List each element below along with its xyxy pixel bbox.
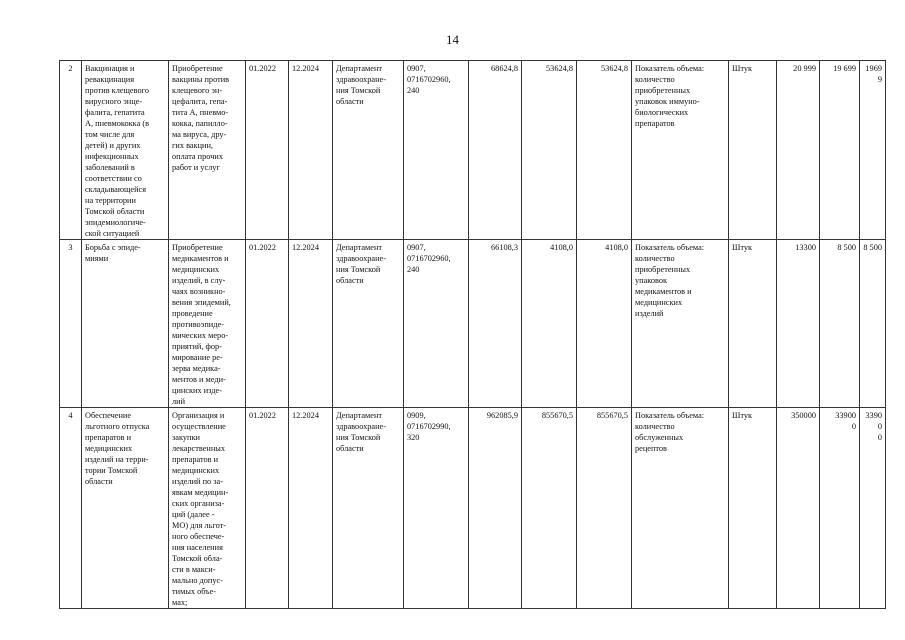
unit: Штук [729,240,777,408]
measure-activity: Приобретение вакцины против клещевого эн- цефалита, гепа- тита А, пневмо- кокка, папилло- ма вируса, дру- гих вакцин, оплата прочих работ и услуг [169,61,246,240]
sum-3: 4108,0 [577,240,632,408]
value-2: 19 699 [820,61,860,240]
sum-2: 855670,5 [522,408,577,609]
end-date: 12.2024 [289,61,333,240]
unit: Штук [729,61,777,240]
end-date: 12.2024 [289,408,333,609]
value-1: 20 999 [777,61,820,240]
page-number: 14 [446,32,459,47]
measure-activity: Организация и осуществление закупки лекарственных препаратов и медицинских изделий по за- явкам медицин- ских организа- ций (далее - МО) для льгот- ного обеспече- ния населения Томской обла- сти в макси- мально допус- тимых объе- мах; [169,408,246,609]
row-number: 4 [60,408,82,609]
sum-1: 68624,8 [469,61,522,240]
row-number: 3 [60,240,82,408]
indicator: Показатель объема: количество обслуженных рецептов [632,408,729,609]
value-2: 33900 0 [820,408,860,609]
measure-activity: Приобретение медикаментов и медицинских изделий, в слу- чаях возникно- вения эпидемий, проведение противоэпиде- мических меро- приятий, фор- мирование ре- зерва медика- ментов и меди- цинских изде- лий [169,240,246,408]
program-table [59,60,886,609]
end-date: 12.2024 [289,240,333,408]
value-1: 350000 [777,408,820,609]
value-3: 19699 [860,61,886,240]
table-row [60,408,886,609]
row-number: 2 [60,61,82,240]
measure-name: Вакцинация и ревакцинация против клещевого вирусного энце- фалита, гепатита А, пневмококка (в том числе для детей) и других инфекционных заболеваний в соответствии со складывающейся на территории Томской области эпидемиологиче- ской ситуацией [82,61,169,240]
executor: Департамент здравоохране- ния Томской области [333,240,404,408]
unit: Штук [729,408,777,609]
executor: Департамент здравоохране- ния Томской области [333,61,404,240]
budget-code: 0907, 0716702960, 240 [404,61,469,240]
start-date: 01.2022 [246,61,289,240]
measure-name: Обеспечение льготного отпуска препаратов и медицинских изделий на терри- тории Томской области [82,408,169,609]
value-3: 33900 0 [860,408,886,609]
value-1: 13300 [777,240,820,408]
measure-name: Борьба с эпиде- миями [82,240,169,408]
sum-1: 66108,3 [469,240,522,408]
sum-1: 962085,9 [469,408,522,609]
table-row [60,240,886,408]
budget-code: 0907, 0716702960, 240 [404,240,469,408]
start-date: 01.2022 [246,240,289,408]
executor: Департамент здравоохране- ния Томской области [333,408,404,609]
sum-3: 53624,8 [577,61,632,240]
indicator: Показатель объема: количество приобретенных упаковок медикаментов и медицинских изделий [632,240,729,408]
value-3: 8 500 [860,240,886,408]
sum-3: 855670,5 [577,408,632,609]
start-date: 01.2022 [246,408,289,609]
value-2: 8 500 [820,240,860,408]
sum-2: 4108,0 [522,240,577,408]
table-row [60,61,886,240]
budget-code: 0909, 0716702990, 320 [404,408,469,609]
sum-2: 53624,8 [522,61,577,240]
indicator: Показатель объема: количество приобретенных упаковок иммуно- биологических препаратов [632,61,729,240]
